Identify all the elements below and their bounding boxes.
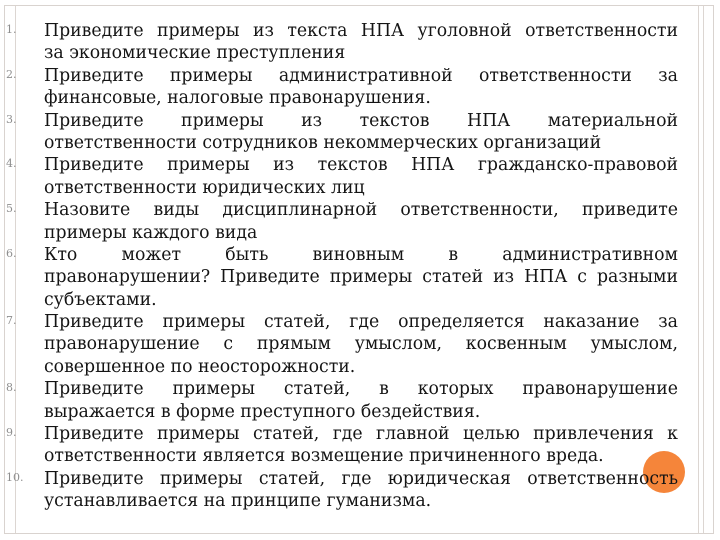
list-item-line: совершенное по неосторожности.: [44, 356, 356, 377]
list-item-line: правонарушение с прямым умыслом, косвенным умыслом,: [44, 334, 678, 355]
list-item: [6, 199, 678, 244]
question-list: [6, 20, 678, 513]
list-item: [6, 20, 678, 65]
list-item-line: финансовые, налоговые правонарушения.: [44, 88, 431, 109]
list-item: [6, 378, 678, 423]
list-item-line: устанавливается на принципе гуманизма.: [44, 491, 432, 512]
list-item-line: примеры каждого вида: [44, 222, 258, 243]
list-item-number: 3.: [6, 112, 17, 126]
list-item-line: ответственности сотрудников некоммерческих организаций: [44, 132, 602, 153]
list-item: [6, 468, 678, 513]
list-item-number: 8.: [6, 381, 17, 395]
list-item: [6, 311, 678, 378]
list-item-line: выражается в форме преступного бездействия.: [44, 401, 481, 422]
list-item: [6, 154, 678, 199]
list-item-line: Приведите примеры из текстов НПА гражданско-правовой: [44, 155, 678, 176]
list-item-line: субъектами.: [44, 289, 157, 310]
list-item-number: 5.: [6, 202, 17, 216]
list-item-line: Приведите примеры статей, где главной целью привлечения к: [44, 424, 678, 445]
list-item-line: правонарушении? Приведите примеры статей из НПА с разными: [44, 267, 678, 288]
list-item: [6, 423, 678, 468]
list-item-number: 9.: [6, 426, 17, 440]
list-item-line: за экономические преступления: [44, 43, 346, 64]
list-item-number: 1.: [6, 23, 17, 36]
list-item: [6, 244, 678, 311]
list-item-line: Приведите примеры статей, где юридическая ответственность: [44, 468, 678, 489]
list-item-number: 4.: [6, 157, 17, 171]
list-item-line: Назовите виды дисциплинарной ответственности, приведите: [44, 200, 678, 221]
right-rail-divider-outer: [703, 6, 704, 533]
list-item-number: 2.: [6, 67, 17, 81]
list-item-line: Приведите примеры статей, в которых правонарушение: [44, 379, 678, 400]
list-item-line: Кто может быть виновным в административном: [44, 244, 678, 265]
list-item: [6, 65, 678, 110]
list-item-number: 10.: [6, 470, 24, 484]
list-item-line: ответственности юридических лиц: [44, 177, 365, 198]
right-rail-divider: [698, 6, 699, 533]
list-item-line: Приведите примеры из текста НПА уголовной ответственности: [44, 21, 678, 41]
list-item-line: Приведите примеры административной ответственности за: [44, 65, 678, 86]
list-item-number: 7.: [6, 314, 17, 328]
list-item-line: ответственности является возмещение причиненного вреда.: [44, 446, 604, 467]
list-item: [6, 110, 678, 155]
list-item-line: Приведите примеры из текстов НПА материальной: [44, 110, 678, 131]
list-item-line: Приведите примеры статей, где определяется наказание за: [44, 312, 678, 333]
list-item-number: 6.: [6, 246, 17, 260]
